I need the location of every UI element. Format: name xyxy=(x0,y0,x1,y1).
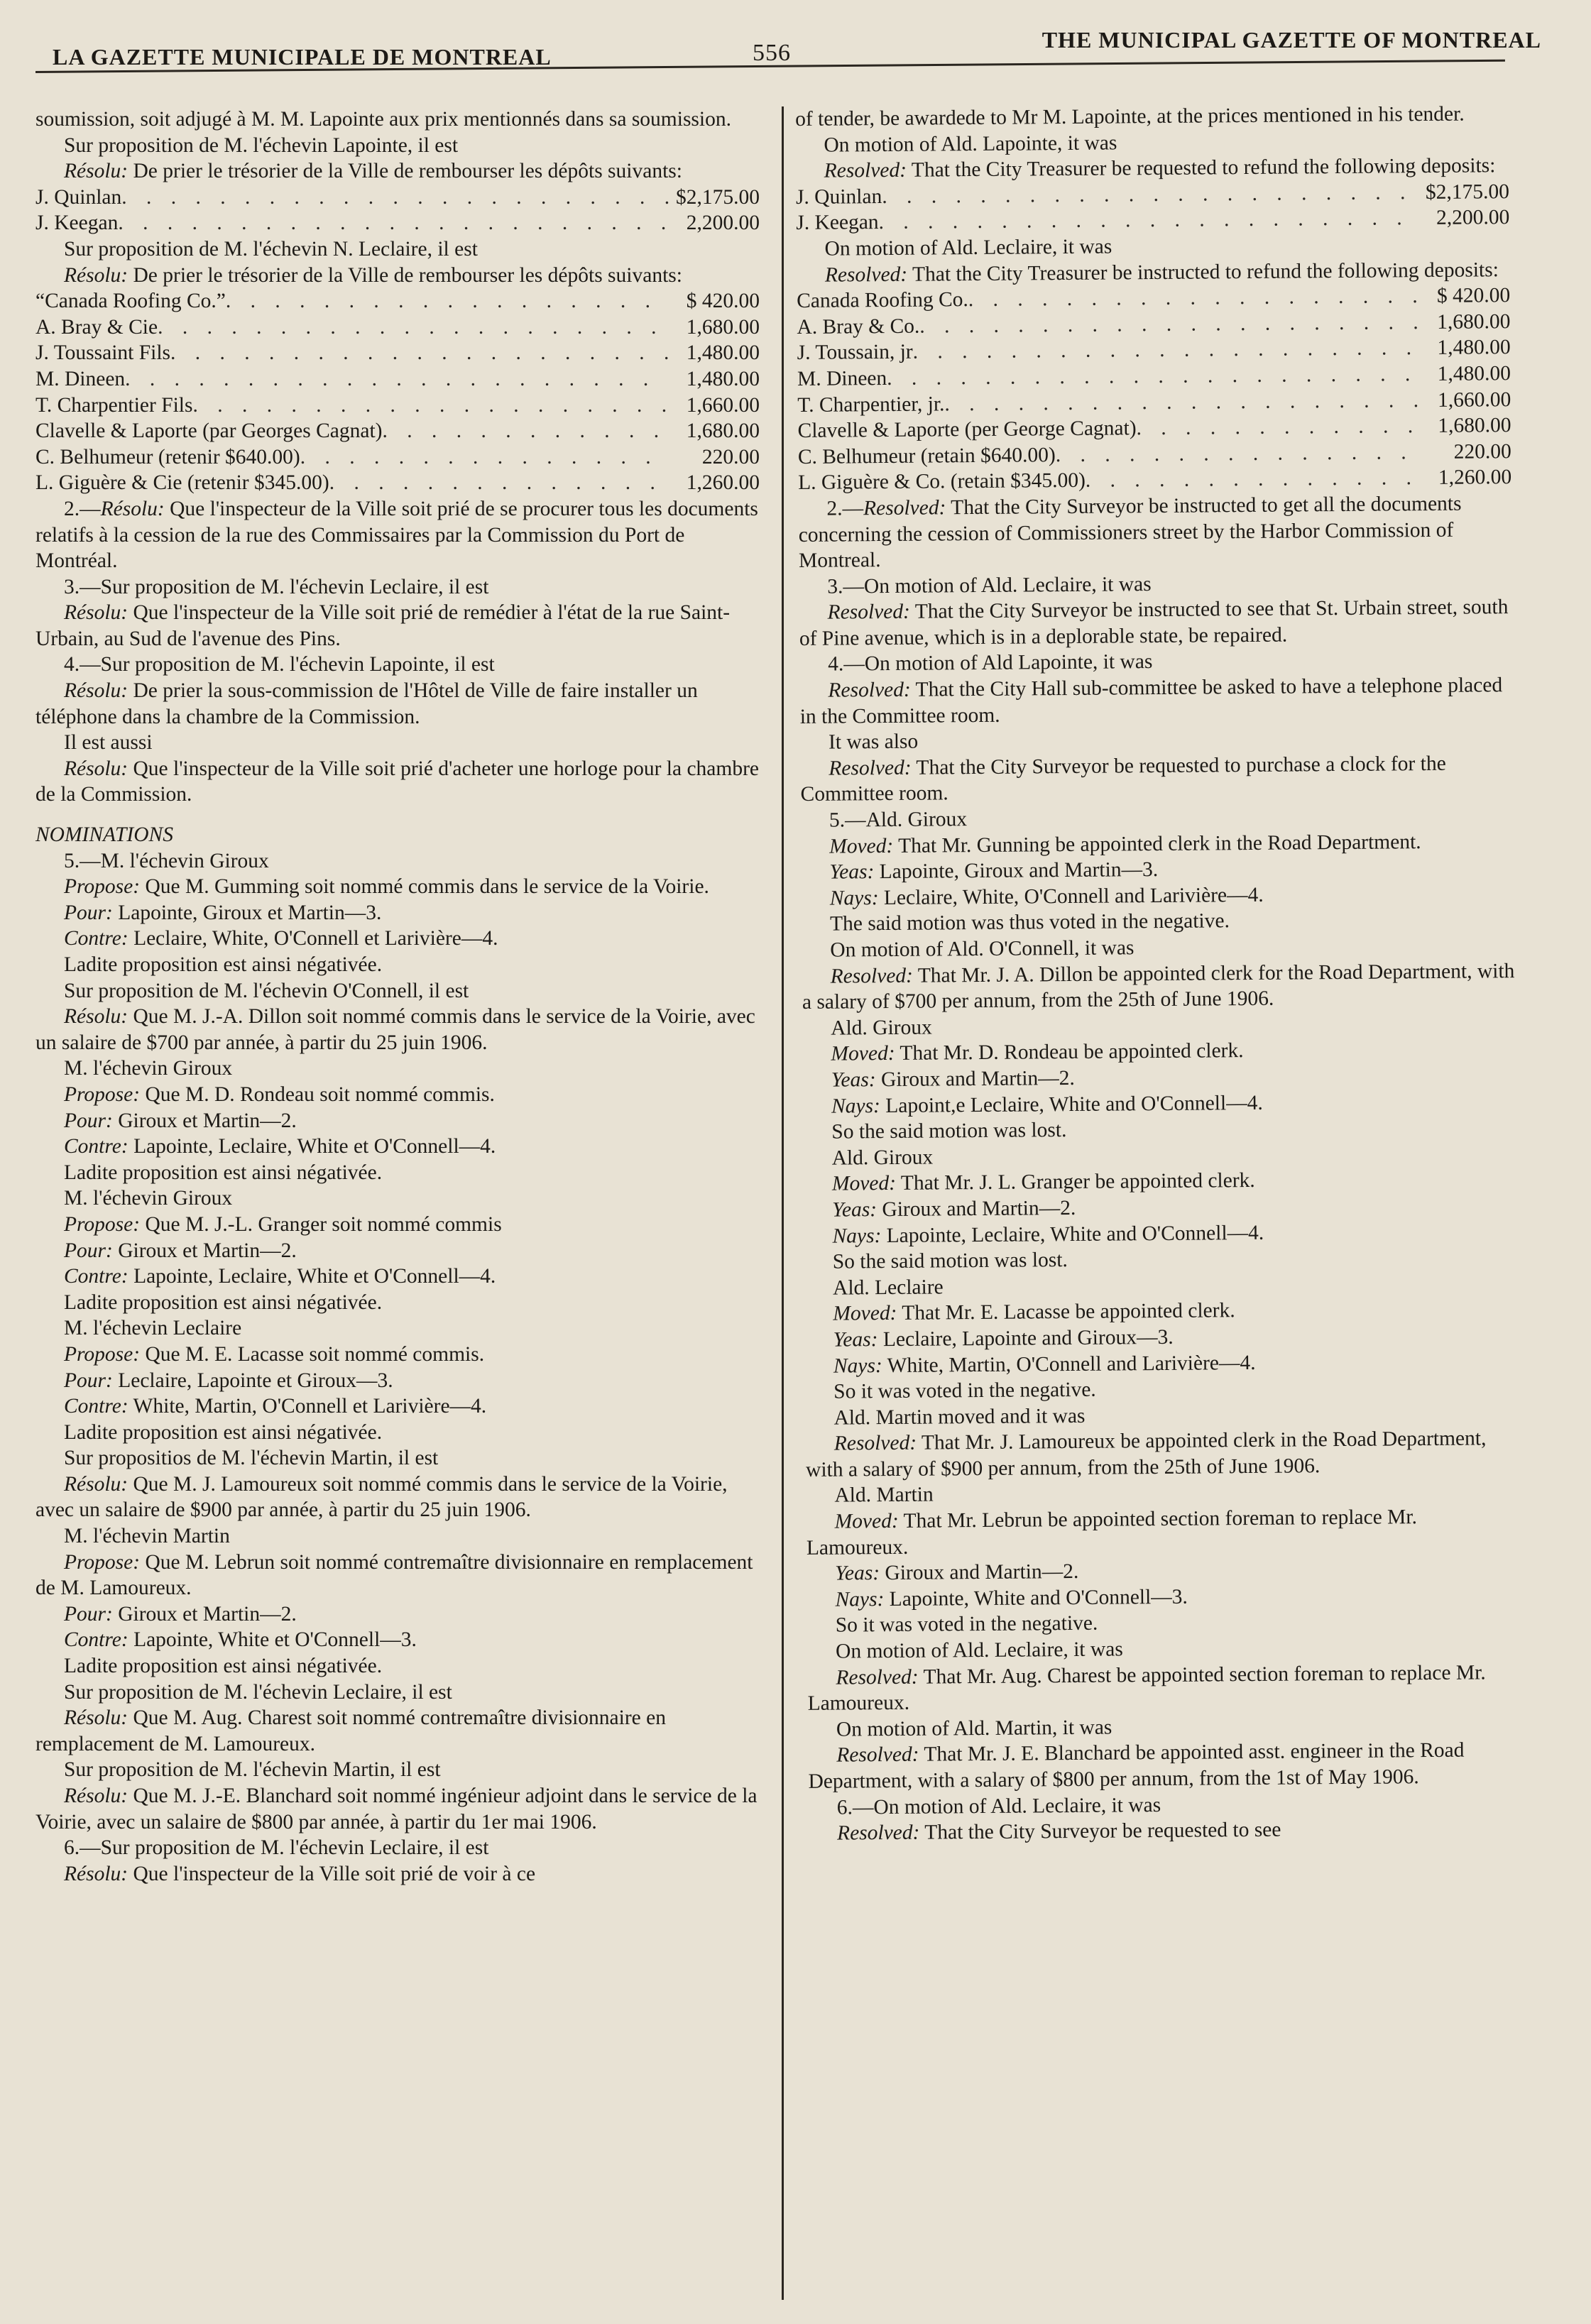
deposit-list xyxy=(35,288,760,496)
paragraph: It was also xyxy=(828,730,919,754)
paragraph: Resolved: That the City Hall sub-committee be asked to have a telephone placed in the Committee room. xyxy=(799,674,1503,728)
depositor-name: J. Keegan xyxy=(796,211,879,235)
deposit-amount: 2,200.00 xyxy=(1436,206,1510,230)
depositor-name: M. Dineen xyxy=(35,367,126,390)
deposit-row xyxy=(35,314,760,341)
deposit-amount: 1,480.00 xyxy=(686,341,760,365)
depositor-name: J. Quinlan xyxy=(35,185,122,209)
paragraph: On motion of Ald. Leclaire, it was xyxy=(835,1638,1123,1663)
paragraph: M. l'échevin Giroux xyxy=(64,1187,233,1210)
deposit-amount: $ 420.00 xyxy=(1436,284,1511,308)
paragraph: Propose: Que M. Lebrun soit nommé contremaître divisionnaire en remplacement de M. Lamoureux. xyxy=(35,1550,753,1600)
deposit-amount: 1,260.00 xyxy=(1438,466,1512,490)
paragraph: Résolu: Que l'inspecteur de la Ville soit prié de voir à ce xyxy=(64,1862,536,1885)
paragraph: Contre: Lapointe, White et O'Connell—3. xyxy=(64,1628,417,1652)
deposit-row xyxy=(35,470,760,496)
deposit-row xyxy=(35,418,760,444)
depositor-name: A. Bray & Co. xyxy=(797,314,920,339)
paragraph: Résolu: De prier le trésorier de la Ville de rembourser les dépôts suivants: xyxy=(64,263,682,287)
paragraph: Sur proposition de M. l'échevin O'Connell, il est xyxy=(64,979,469,1002)
paragraph: Sur proposition de M. l'échevin Martin, il est xyxy=(64,1758,441,1782)
english-column xyxy=(795,101,1522,1847)
dot-leader xyxy=(878,205,1418,236)
dot-leader xyxy=(158,314,669,341)
paragraph: Contre: Lapointe, Leclaire, White et O'Connell—4. xyxy=(64,1135,496,1158)
paragraph: Résolu: De prier le trésorier de la Ville de rembourser les dépôts suivants: xyxy=(64,160,682,183)
paragraph: M. l'échevin Giroux xyxy=(64,1057,233,1080)
deposit-row xyxy=(35,340,760,366)
paragraph: 5.—Ald. Giroux xyxy=(829,808,968,832)
dot-leader xyxy=(382,418,669,444)
paragraph: So it was voted in the negative. xyxy=(835,1612,1098,1638)
deposit-amount: 220.00 xyxy=(701,445,760,468)
deposit-amount: 1,660.00 xyxy=(1437,388,1511,412)
paragraph: Yeas: Lapointe, Giroux and Martin—3. xyxy=(829,858,1159,884)
paragraph: Contre: White, Martin, O'Connell et Larivière—4. xyxy=(64,1395,487,1418)
paragraph: 3.—Sur proposition de M. l'échevin Leclaire, il est xyxy=(64,575,489,598)
paragraph: of tender, be awardede to Mr M. Lapointe, at the prices mentioned in his tender. xyxy=(795,102,1465,131)
deposit-amount: 1,480.00 xyxy=(686,367,760,390)
paragraph: On motion of Ald. Martin, it was xyxy=(836,1716,1112,1741)
paragraph: Moved: That Mr. J. L. Granger be appointed clerk. xyxy=(831,1169,1255,1195)
deposit-amount: $2,175.00 xyxy=(676,185,760,209)
dot-leader xyxy=(1056,439,1421,468)
deposit-amount: $2,175.00 xyxy=(1425,180,1510,204)
paragraph: Yeas: Giroux and Martin—2. xyxy=(831,1066,1075,1092)
paragraph: Nays: White, Martin, O'Connell and Larivière—4. xyxy=(833,1351,1256,1378)
depositor-name: Canada Roofing Co. xyxy=(797,288,968,313)
page-number: 556 xyxy=(753,40,791,66)
paragraph: 3.—On motion of Ald. Leclaire, it was xyxy=(827,572,1152,598)
paragraph: So the said motion was lost. xyxy=(831,1119,1067,1144)
depositor-name: J. Keegan xyxy=(35,212,119,235)
depositor-name: C. Belhumeur (retenir $640.00) xyxy=(35,445,300,468)
deposit-row xyxy=(35,210,760,236)
paragraph: Yeas: Leclaire, Lapointe and Giroux—3. xyxy=(833,1325,1174,1352)
paragraph: Resolved: That Mr. J. Lamoureux be appointed clerk in the Road Department, with a salary of $900 per annum, from the 25th of June 1906. xyxy=(805,1427,1487,1481)
paragraph: Ladite proposition est ainsi négativée. xyxy=(64,1655,383,1678)
french-column xyxy=(35,106,760,1887)
depositor-name: M. Dineen xyxy=(797,366,887,390)
paragraph: Ald. Leclaire xyxy=(832,1276,944,1300)
paragraph: Moved: That Mr. Lebrun be appointed section foreman to replace Mr. Lamoureux. xyxy=(806,1506,1418,1560)
deposit-row xyxy=(35,393,760,419)
paragraph: 2.—Resolved: That the City Surveyor be instructed to get all the documents concerning the cession of Commissioners street by the Harbor Commission of Montreal. xyxy=(798,492,1462,573)
dot-leader xyxy=(913,335,1420,365)
deposit-amount: 2,200.00 xyxy=(686,212,760,235)
paragraph: 6.—Sur proposition de M. l'échevin Leclaire, il est xyxy=(64,1836,489,1860)
paragraph: Resolved: That Mr. J. E. Blanchard be appointed asst. engineer in the Road Department, with a salary of $800 per annum, from the 1st of May 1906. xyxy=(808,1739,1465,1793)
deposit-amount: 1,680.00 xyxy=(1437,309,1511,334)
depositor-name: J. Toussain, jr xyxy=(797,341,913,365)
paragraph: Résolu: Que l'inspecteur de la Ville soit prié d'acheter une horloge pour la chambre de la Commission. xyxy=(35,757,760,806)
paragraph: Ladite proposition est ainsi négativée. xyxy=(64,1161,383,1184)
paragraph: Pour: Giroux et Martin—2. xyxy=(64,1602,297,1626)
dot-leader xyxy=(121,185,669,211)
paragraph: Resolved: That the City Surveyor be requested to see xyxy=(836,1818,1281,1845)
paragraph: Pour: Leclaire, Lapointe et Giroux—3. xyxy=(64,1369,393,1392)
paragraph: Résolu: Que M. J.-A. Dillon soit nommé commis dans le service de la Voirie, avec un salaire de $700 par année, à partir du 25 juin 1906. xyxy=(35,1005,755,1054)
dot-leader xyxy=(887,361,1420,391)
depositor-name: “Canada Roofing Co.” xyxy=(35,290,226,313)
paragraph: M. l'échevin Leclaire xyxy=(64,1317,242,1340)
dot-leader xyxy=(125,366,669,393)
paragraph: Nays: Lapoint,e Leclaire, White and O'Connell—4. xyxy=(831,1091,1263,1118)
paragraph: Propose: Que M. J.-L. Granger soit nommé commis xyxy=(64,1212,502,1236)
paragraph: Contre: Leclaire, White, O'Connell et Larivière—4. xyxy=(64,927,498,950)
paragraph: Yeas: Giroux and Martin—2. xyxy=(832,1196,1076,1222)
depositor-name: C. Belhumeur (retain $640.00) xyxy=(797,443,1056,468)
paragraph: Sur proposition de M. l'échevin Leclaire, il est xyxy=(64,1680,452,1704)
paragraph: Contre: Lapointe, Leclaire, White et O'Connell—4. xyxy=(64,1265,496,1288)
paragraph: Propose: Que M. E. Lacasse soit nommé commis. xyxy=(64,1342,485,1366)
paragraph: Yeas: Giroux and Martin—2. xyxy=(835,1560,1079,1585)
paragraph: Resolved: That the City Treasurer be requested to refund the following deposits: xyxy=(824,154,1496,182)
deposit-row xyxy=(35,288,760,314)
paragraph: Résolu: Que M. Aug. Charest soit nommé contremaître divisionnaire en remplacement de M. Lamoureux. xyxy=(35,1706,666,1755)
column-divider xyxy=(782,106,784,2300)
paragraph: On motion of Ald. O'Connell, it was xyxy=(830,936,1135,962)
paragraph: So the said motion was lost. xyxy=(832,1249,1068,1273)
paragraph: Pour: Giroux et Martin—2. xyxy=(64,1239,297,1262)
paragraph: 6.—On motion of Ald. Leclaire, it was xyxy=(836,1793,1161,1819)
header-english-title: THE MUNICIPAL GAZETTE OF MONTREAL xyxy=(1041,27,1541,53)
paragraph: Résolu: Que M. J.-E. Blanchard soit nommé ingénieur adjoint dans le service de la Voirie, avec un salaire de $800 par année, à partir du 1er mai 1906. xyxy=(35,1785,758,1834)
dot-leader xyxy=(968,283,1420,313)
deposit-amount: 1,680.00 xyxy=(1438,414,1511,438)
paragraph: Ladite proposition est ainsi négativée. xyxy=(64,1420,383,1444)
paragraph: 2.—Résolu: Que l'inspecteur de la Ville soit prié de se procurer tous les documents relatifs à la cession de la rue des Commissaires par la Commission du Port de Montréal. xyxy=(35,497,758,573)
dot-leader xyxy=(170,340,669,366)
dot-leader xyxy=(118,210,669,236)
deposit-list xyxy=(35,185,760,236)
dot-leader xyxy=(1086,465,1421,493)
paragraph: Ald. Martin moved and it was xyxy=(833,1404,1086,1430)
paragraph: Ald. Giroux xyxy=(831,1016,932,1040)
paragraph: Resolved: That Mr. J. A. Dillon be appointed clerk for the Road Department, with a salary of $700 per annum, from the 25th of June 1906. xyxy=(802,959,1515,1014)
paragraph: Ald. Martin xyxy=(834,1484,934,1508)
paragraph: Resolved: That the City Surveyor be instructed to see that St. Urbain street, south of Pine avenue, which is in a deplorable state, be repaired. xyxy=(799,596,1509,650)
paragraph: M. l'échevin Martin xyxy=(64,1525,230,1548)
paragraph: Resolved: That the City Treasurer be instructed to refund the following deposits: xyxy=(824,258,1499,287)
paragraph: Resolved: That Mr. Aug. Charest be appointed section foreman to replace Mr. Lamoureux. xyxy=(807,1661,1486,1716)
section-heading: NOMINATIONS xyxy=(35,823,173,847)
dot-leader xyxy=(944,388,1420,417)
depositor-name: L. Giguère & Cie (retenir $345.00) xyxy=(35,471,329,495)
paragraph: Moved: That Mr. Gunning be appointed clerk in the Road Department. xyxy=(829,830,1421,858)
depositor-name: L. Giguère & Co. (retain $345.00) xyxy=(798,469,1086,495)
paragraph: Moved: That Mr. D. Rondeau be appointed clerk. xyxy=(831,1039,1244,1066)
paragraph: Ald. Giroux xyxy=(831,1146,934,1170)
deposit-row xyxy=(35,366,760,393)
depositor-name: T. Charpentier, jr. xyxy=(797,392,945,417)
deposit-amount: 1,260.00 xyxy=(686,471,760,495)
deposit-amount: 220.00 xyxy=(1453,439,1511,464)
depositor-name: A. Bray & Cie xyxy=(35,315,158,339)
depositor-name: J. Quinlan xyxy=(795,185,882,209)
dot-leader xyxy=(300,444,669,471)
depositor-name: Clavelle & Laporte (per George Cagnat) xyxy=(797,417,1137,443)
header-french-title: LA GAZETTE MUNICIPALE DE MONTREAL xyxy=(53,44,552,70)
paragraph: Sur proposition de M. l'échevin N. Leclaire, il est xyxy=(64,237,478,261)
deposit-amount: 1,480.00 xyxy=(1437,336,1511,360)
dot-leader xyxy=(919,309,1419,339)
paragraph: 4.—Sur proposition de M. l'échevin Lapointe, il est xyxy=(64,653,495,676)
paragraph: So it was voted in the negative. xyxy=(833,1378,1096,1403)
paragraph: Propose: Que M. D. Rondeau soit nommé commis. xyxy=(64,1082,495,1106)
paragraph: Pour: Giroux et Martin—2. xyxy=(64,1109,297,1132)
deposit-row xyxy=(35,185,760,211)
paragraph: Ladite proposition est ainsi négativée. xyxy=(64,953,383,976)
paragraph: soumission, soit adjugé à M. M. Lapointe aux prix mentionnés dans sa soumission. xyxy=(35,108,731,131)
paragraph: On motion of Ald. Leclaire, it was xyxy=(824,235,1112,261)
paragraph: Résolu: Que M. J. Lamoureux soit nommé commis dans le service de la Voirie, avec un salaire de $900 par année, à partir du 25 juin 1906. xyxy=(35,1472,728,1522)
dot-leader xyxy=(329,470,669,496)
deposit-amount: 1,660.00 xyxy=(686,393,760,417)
deposit-list xyxy=(796,179,1510,236)
deposit-row xyxy=(35,444,760,471)
depositor-name: T. Charpentier Fils xyxy=(35,393,193,417)
dot-leader xyxy=(192,393,669,419)
paragraph: Nays: Lapointe, White and O'Connell—3. xyxy=(835,1585,1188,1611)
deposit-amount: 1,480.00 xyxy=(1437,362,1511,385)
paragraph: Nays: Leclaire, White, O'Connell and Larivière—4. xyxy=(829,883,1264,910)
paragraph: Il est aussi xyxy=(64,731,153,755)
paragraph: 5.—M. l'échevin Giroux xyxy=(64,849,269,872)
deposit-amount: $ 420.00 xyxy=(686,290,760,313)
dot-leader xyxy=(226,288,669,314)
dot-leader xyxy=(1136,413,1420,442)
paragraph: Ladite proposition est ainsi négativée. xyxy=(64,1290,383,1314)
paragraph: Pour: Lapointe, Giroux et Martin—3. xyxy=(64,901,382,924)
depositor-name: J. Toussaint Fils xyxy=(35,341,171,365)
paragraph: 4.—On motion of Ald Lapointe, it was xyxy=(828,650,1153,676)
paragraph: The said motion was thus voted in the negative. xyxy=(829,909,1230,936)
paragraph: Sur proposition de M. l'échevin Lapointe, il est xyxy=(64,133,459,157)
paragraph: Nays: Lapointe, Leclaire, White and O'Connell—4. xyxy=(832,1221,1264,1248)
deposit-amount: 1,680.00 xyxy=(686,315,760,339)
dot-leader xyxy=(882,180,1418,210)
paragraph: Propose: Que M. Gumming soit nommé commis dans le service de la Voirie. xyxy=(64,875,709,899)
deposit-amount: 1,680.00 xyxy=(686,420,760,443)
running-header xyxy=(43,27,1548,70)
paragraph: Moved: That Mr. E. Lacasse be appointed clerk. xyxy=(833,1299,1235,1325)
paragraph: Sur propositios de M. l'échevin Martin, il est xyxy=(64,1447,439,1470)
paragraph: Resolved: That the City Surveyor be requested to purchase a clock for the Committee room. xyxy=(800,752,1446,806)
paragraph: On motion of Ald. Lapointe, it was xyxy=(824,131,1117,157)
paragraph: Résolu: De prier la sous-commission de l'Hôtel de Ville de faire installer un téléphone dans la chambre de la Commission. xyxy=(35,679,698,728)
depositor-name: Clavelle & Laporte (par Georges Cagnat) xyxy=(35,420,383,443)
deposit-list xyxy=(797,283,1511,496)
paragraph: Résolu: Que l'inspecteur de la Ville soit prié de remédier à l'état de la rue Saint-Urbain, au Sud de l'avenue des Pins. xyxy=(35,601,731,650)
